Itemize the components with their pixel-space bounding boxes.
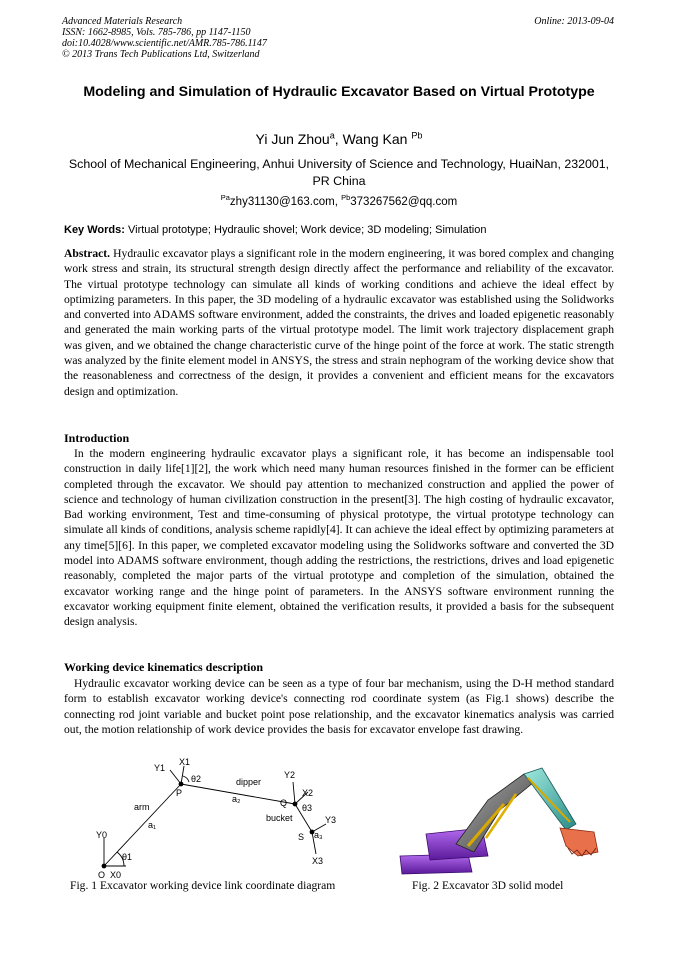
introduction-heading: Introduction	[64, 431, 130, 445]
author-2: Wang Kan	[342, 131, 408, 147]
journal-name: Advanced Materials Research	[62, 16, 183, 27]
axis-y1	[170, 770, 181, 784]
abstract	[64, 246, 614, 399]
doi: doi:10.4028/www.scientific.net/AMR.785-786.1147	[62, 38, 267, 49]
introduction-text: In the modern engineering hydraulic excavator plays a significant role, it has become an indispensable tool construction in daily life[1][2], the work which need many human resources finished in the former can be efficient completed through the excavator. We should pay attention to mechanized construction and applied the power of science and technology of human civilization construction in the present[3]. The high costing of hydraulic excavator, Bad working environment, Test and time-consuming of physical prototype, the virtual prototype technology can simulate all kinds of conditions, analysis scheme rapidly[4]. It can achieve the ideal effect by optimizing parameters at any time[5][6]. In this paper, we completed excavator modeling using the Solidworks software and converted the 3D model into ADAMS software environment, though adding the restrictions, the restrictions, drives and load epigenetic reasonably, completed the major parts of the virtual prototype and completion of the simulation, obtained the excavator working range and the hinge point of parameters. In the ANSYS software environment running the excavator working equipment finite element, obtained the verification results, it provided a basis for the subsequent design analysis.	[64, 447, 614, 629]
joint-o	[102, 864, 107, 869]
author-1: Yi Jun Zhou	[255, 131, 330, 147]
email-2-sup: Pb	[341, 193, 351, 203]
label-x2: X2	[302, 788, 314, 798]
online-date: Online: 2013-09-04	[534, 16, 614, 27]
kinematics-text: Hydraulic excavator working device can be seen as a type of four bar mechanism, using the D-H method standard form to establish excavator working device's connecting rod coordinate system (as Fig.1 shows) describe the connecting rod joint variable and bucket point pose relationship, and the excavator kinematics analysis was carried out, the motion relationship of work device provides the basis for excavator envelope fast drawing.	[64, 677, 614, 736]
theta2-arc	[183, 776, 189, 782]
label-a3: a₃	[314, 830, 323, 840]
label-y2: Y2	[284, 770, 296, 780]
figure-1-caption: Fig. 1 Excavator working device link coordinate diagram	[70, 879, 336, 892]
kinematics-heading: Working device kinematics description	[64, 660, 263, 674]
label-x1: X1	[179, 758, 191, 767]
email-2: 373267562@qq.com	[350, 196, 458, 208]
journal-header	[62, 16, 267, 60]
issn: ISSN: 1662-8985, Vols. 785-786, pp 1147-1150	[62, 27, 251, 38]
affiliation: School of Mechanical Engineering, Anhui University of Science and Technology, HuaiNan, 232001, PR China	[68, 157, 610, 188]
figure-2-3d-model	[396, 760, 616, 878]
link-arm	[104, 784, 181, 866]
keywords	[64, 224, 616, 236]
label-x3: X3	[312, 856, 324, 866]
label-s: S	[298, 832, 305, 842]
email-1-sup: Pa	[220, 193, 230, 203]
label-theta2: θ2	[191, 774, 202, 784]
label-y1: Y1	[154, 763, 166, 773]
label-bucket: bucket	[266, 813, 293, 823]
label-o: O	[98, 870, 106, 878]
label-theta3: θ3	[302, 803, 313, 813]
label-x0: X0	[110, 870, 122, 878]
label-dipper: dipper	[236, 777, 262, 787]
emails	[60, 193, 618, 208]
keywords-label: Key Words:	[64, 224, 125, 236]
axis-x1	[181, 766, 184, 784]
paper-title: Modeling and Simulation of Hydraulic Excavator Based on Virtual Prototype	[83, 84, 595, 100]
authors: Yi Jun Zhou$^a$, Wang Kan $^{Pb}$	[255, 130, 423, 147]
excavator-body	[400, 768, 598, 874]
label-a2: a₂	[232, 794, 241, 804]
abstract-label: Abstract.	[64, 247, 111, 260]
joint-p	[179, 782, 184, 787]
figure-2-caption: Fig. 2 Excavator 3D solid model	[412, 879, 564, 892]
label-y3: Y3	[325, 815, 337, 825]
label-q: Q	[280, 798, 288, 808]
author-2-sup: Pb	[411, 130, 423, 141]
label-a1: a₁	[148, 820, 157, 830]
figure-1-diagram	[80, 758, 380, 878]
copyright: © 2013 Trans Tech Publications Ltd, Switzerland	[62, 49, 260, 60]
author-1-sup: a	[329, 130, 335, 141]
label-arm: arm	[134, 802, 150, 812]
abstract-text: Hydraulic excavator plays a significant role in the modern engineering, it was bored complex and changing work stress and strain, its structural strength design directly affect the performance and reliability of the excavator. The virtual prototype technology can simulate all kinds of working conditions and achieve the ideal effect by optimizing parameters. In this paper, the 3D modeling of a hydraulic excavator was established using the Solidworks and converted into ADAMS software environment, added the constraints, the drives and loaded epigenetic reasonably and generated the main working parts of the virtual prototype model. The limit work trajectory displacement graph was given, and we obtained the change characteristic curve of the hinge point of the force at work. The static strength was analyzed by the finite element model in ANSYS, the stress and strain nephogram of the working device show that the reasonableness and correctness of the design, it provides a convenient and efficient means for the excavators design and optimization.	[64, 247, 614, 398]
keywords-text: Virtual prototype; Hydraulic shovel; Work device; 3D modeling; Simulation	[127, 224, 487, 236]
label-theta1: θ1	[122, 852, 133, 862]
label-y0: Y0	[96, 830, 108, 840]
joint-q	[293, 802, 298, 807]
label-p: P	[176, 788, 183, 798]
email-1: zhy31130@163.com,	[229, 196, 338, 208]
axis-y2	[293, 782, 295, 804]
